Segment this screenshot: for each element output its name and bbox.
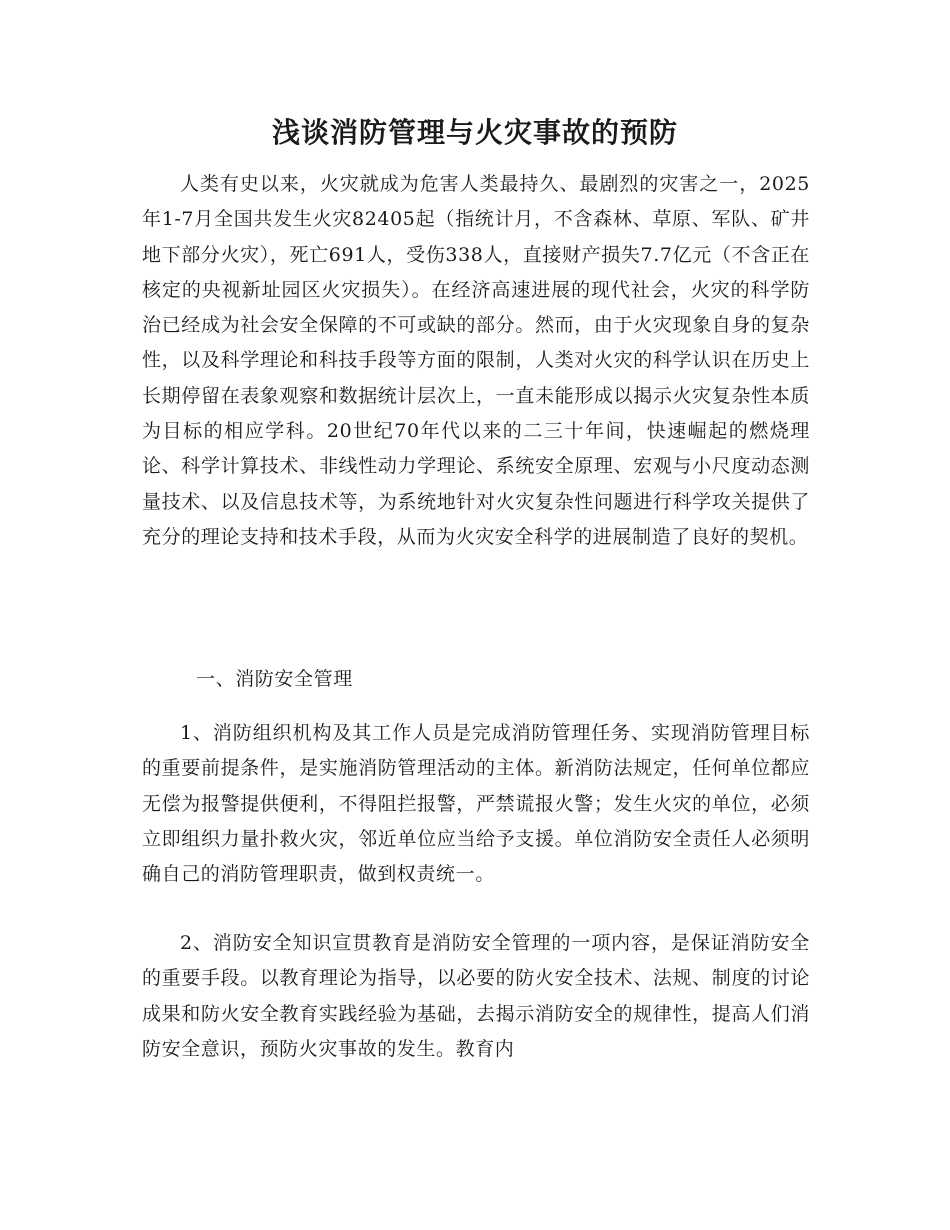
body-paragraph-2: 2、消防安全知识宣贯教育是消防安全管理的一项内容，是保证消防安全的重要手段。以教育理论为指导，以必要的防火安全技术、法规、制度的讨论成果和防火安全教育实践经验为基础，去揭示消防安全的规律性，提高人们消防安全意识，预防火灾事故的发生。教育内 [142,932,810,1060]
body-paragraph-1: 1、消防组织机构及其工作人员是完成消防管理任务、实现消防管理目标的重要前提条件，是实施消防管理活动的主体。新消防法规定，任何单位都应无偿为报警提供便利，不得阻拦报警，严禁谎报火警；发生火灾的单位，必须立即组织力量扑救火灾，邻近单位应当给予支援。单位消防安全责任人必须明确自己的消防管理职责，做到权责统一。 [142,722,810,886]
intro-paragraph: 人类有史以来，火灾就成为危害人类最持久、最剧烈的灾害之一，2025年1-7月全国共发生火灾82405起（指统计月，不含森林、草原、军队、矿井地下部分火灾），死亡691人，受伤338人，直接财产损失7.7亿元（不含正在核定的央视新址园区火灾损失）。在经济高速进展的现代社会，火灾的科学防治已经成为社会安全保障的不可或缺的部分。然而，由于火灾现象自身的复杂性，以及科学理论和科技手段等方面的限制，人类对火灾的科学认识在历史上长期停留在表象观察和数据统计层次上，一直未能形成以揭示火灾复杂性本质为目标的相应学科。20世纪70年代以来的二三十年间，快速崛起的燃烧理论、科学计算技术、非线性动力学理论、系统安全原理、宏观与小尺度动态测量技术、以及信息技术等，为系统地针对火灾复杂性问题进行科学攻关提供了充分的理论支持和技术手段，从而为火灾安全科学的进展制造了良好的契机。 [142,173,810,548]
section-heading: 一、消防安全管理 [196,668,353,690]
document-title: 浅谈消防管理与火灾事故的预防 [271,116,678,149]
